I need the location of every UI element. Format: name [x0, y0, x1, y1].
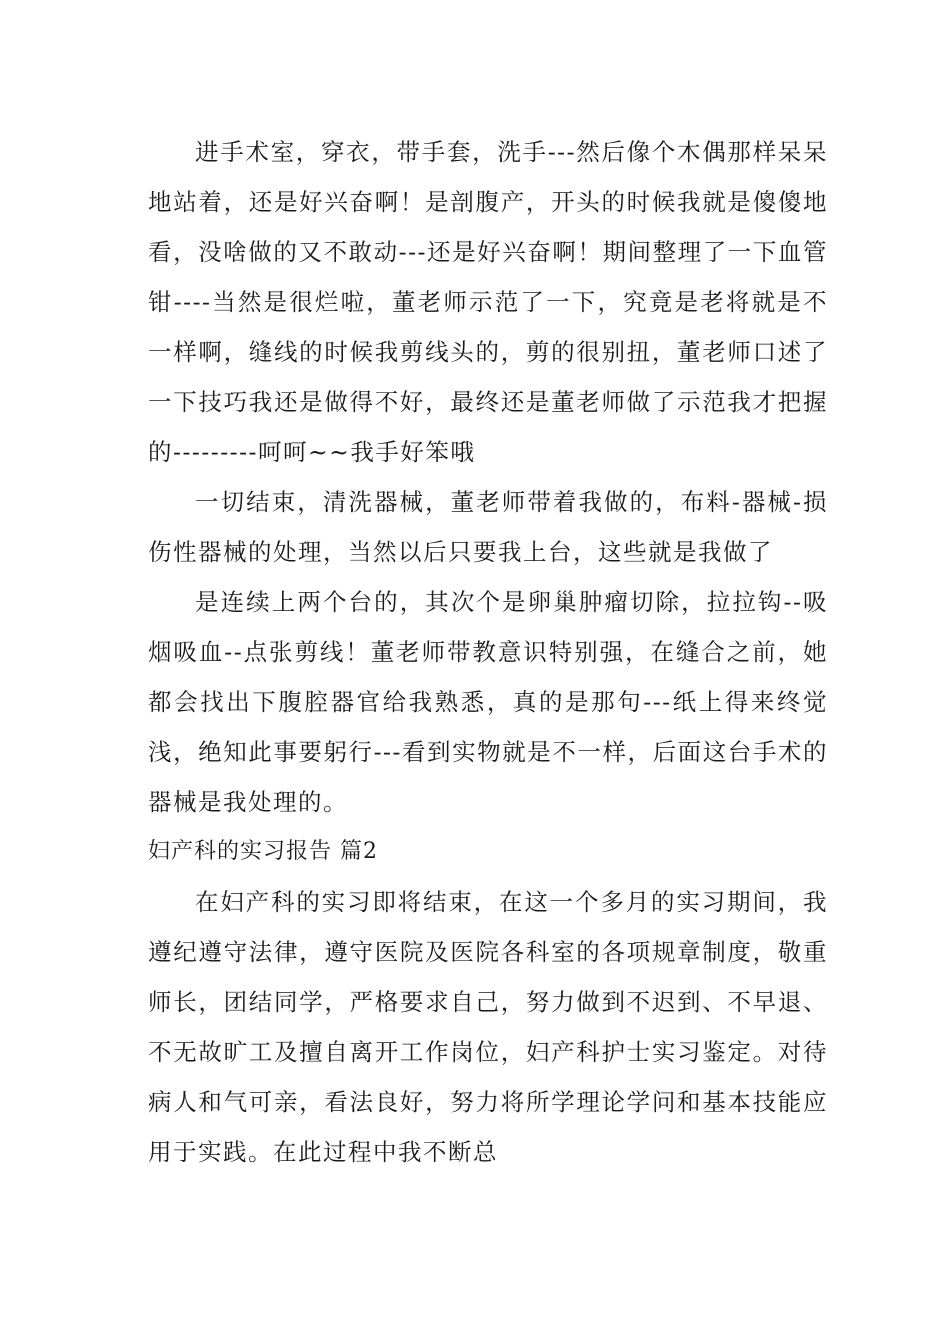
section-heading: 妇产科的实习报告 篇2: [148, 839, 378, 864]
paragraph-3: 是连续上两个台的，其次个是卵巢肿瘤切除，拉拉钩--吸烟吸血--点张剪线！董老师带教意识特别强，在缝合之前，她都会找出下腹腔器官给我熟悉，真的是那句---纸上得来终觉浅，绝知此事要躬行---看到实物就是不一样，后面这台手术的器械是我处理的。: [148, 588, 828, 816]
paragraph-2: 一切结束，清洗器械，董老师带着我做的，布料-器械-损伤性器械的处理，当然以后只要我上台，这些就是我做了: [148, 488, 828, 566]
section-paragraph-1: 在妇产科的实习即将结束，在这一个多月的实习期间，我遵纪遵守法律，遵守医院及医院各科室的各项规章制度，敬重师长，团结同学，严格要求自己，努力做到不迟到、不早退、不无故旷工及擅自离开工作岗位，妇产科护士实习鉴定。对待病人和气可亲，看法良好，努力将所学理论学问和基本技能应用于实践。在此过程中我不断总: [148, 888, 828, 1166]
paragraph-1: 进手术室，穿衣，带手套，洗手---然后像个木偶那样呆呆地站着，还是好兴奋啊！是剖腹产，开头的时候我就是傻傻地看，没啥做的又不敢动---还是好兴奋啊！期间整理了一下血管钳----当然是很烂啦，董老师示范了一下，究竟是老将就是不一样啊，缝线的时候我剪线头的，剪的很别扭，董老师口述了一下技巧我还是做得不好，最终还是董老师做了示范我才把握的---------呵呵~~我手好笨哦: [148, 138, 828, 466]
document-page: [148, 127, 828, 1177]
